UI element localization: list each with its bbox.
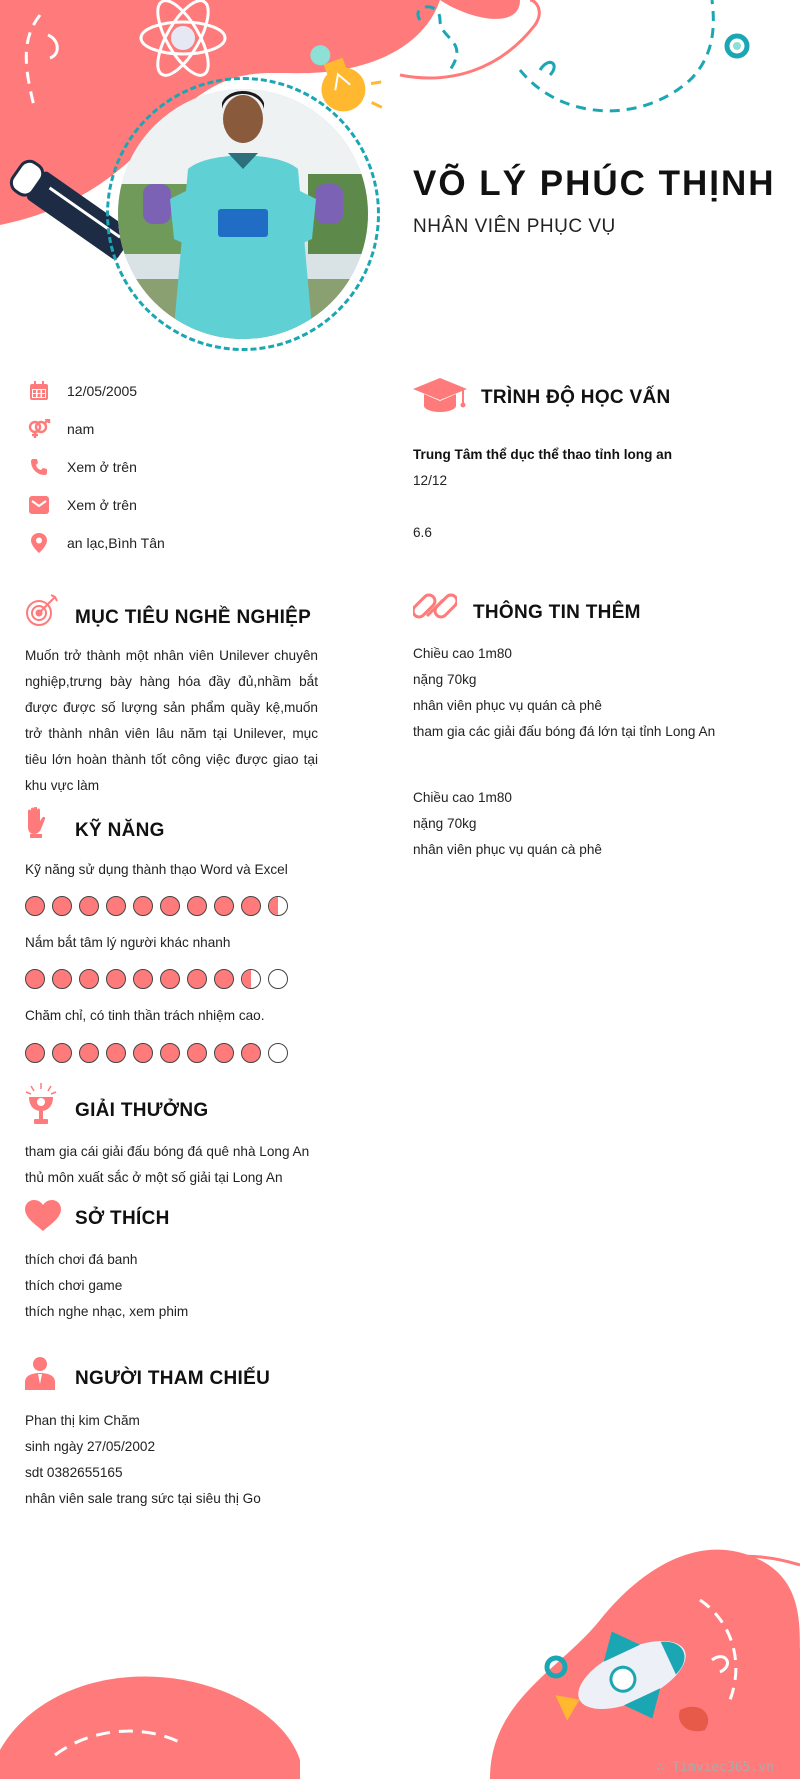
rating-dot [241, 969, 261, 989]
awards-title: GIẢI THƯỞNG [75, 1100, 209, 1121]
rating-dot [187, 1043, 207, 1063]
profile-photo [118, 89, 368, 339]
education-score: 6.6 [413, 525, 432, 540]
calendar-icon [27, 379, 51, 403]
rating-dot [133, 969, 153, 989]
rating-dot [25, 1043, 45, 1063]
watermark: ∴ Timviec365.vn [656, 1760, 774, 1775]
rating-dot [214, 1043, 234, 1063]
objective-title: MỤC TIÊU NGHỀ NGHIỆP [75, 607, 312, 628]
rating-dot [133, 1043, 153, 1063]
rating-dot [160, 896, 180, 916]
contact-address-text: an lạc,Bình Tân [67, 535, 165, 551]
contact-address [27, 531, 165, 555]
target-icon [25, 593, 59, 632]
rating-dot [106, 969, 126, 989]
references-list [25, 1408, 261, 1512]
additional-line: nặng 70kg [413, 672, 477, 687]
education-grade: 12/12 [413, 473, 448, 488]
email-icon [27, 493, 51, 517]
hobbies-list [25, 1247, 188, 1325]
additional-line: nặng 70kg [413, 816, 477, 831]
rating-dot [106, 1043, 126, 1063]
hobbies-title: SỞ THÍCH [75, 1208, 170, 1229]
rating-dot [52, 896, 72, 916]
reference-line: nhân viên sale trang sức tại siêu thị Go [25, 1491, 261, 1506]
rating-dot [241, 896, 261, 916]
person-icon [25, 1356, 55, 1395]
rating-dot [187, 969, 207, 989]
rating-dot [106, 896, 126, 916]
rating-dot [79, 896, 99, 916]
skill-name: Kỹ năng sử dụng thành thạo Word và Excel [25, 862, 288, 877]
skill-rating [25, 896, 288, 916]
additional-line [413, 745, 715, 785]
hand-icon [25, 807, 49, 844]
skills-title: KỸ NĂNG [75, 820, 165, 841]
contact-email [27, 493, 137, 517]
additional-title: THÔNG TIN THÊM [473, 602, 641, 623]
hobby-line: thích chơi đá banh [25, 1252, 138, 1267]
rating-dot [187, 896, 207, 916]
additional-line: Chiều cao 1m80 [413, 646, 512, 661]
award-line: thủ môn xuất sắc ở một số giải tại Long An [25, 1170, 283, 1185]
rating-dot [25, 969, 45, 989]
contact-birthdate-text: 12/05/2005 [67, 383, 138, 399]
rating-dot [79, 1043, 99, 1063]
rating-dot [214, 969, 234, 989]
rating-dot [160, 1043, 180, 1063]
candidate-name: VÕ LÝ PHÚC THỊNH [413, 164, 776, 203]
reference-line: sinh ngày 27/05/2002 [25, 1439, 156, 1454]
skill-rating [25, 1043, 288, 1063]
job-title: NHÂN VIÊN PHỤC VỤ [413, 216, 616, 237]
rating-dot [241, 1043, 261, 1063]
contact-email-text: Xem ở trên [67, 497, 137, 513]
heart-icon [25, 1200, 61, 1237]
location-icon [27, 531, 51, 555]
contact-gender [27, 417, 94, 441]
education-title: TRÌNH ĐỘ HỌC VẤN [481, 387, 671, 408]
hobby-line: thích chơi game [25, 1278, 123, 1293]
additional-line: nhân viên phục vụ quán cà phê [413, 842, 602, 857]
additional-line: Chiều cao 1m80 [413, 790, 512, 805]
additional-line: tham gia các giải đấu bóng đá lớn tại tỉnh Long An [413, 724, 716, 739]
gender-icon [27, 417, 51, 441]
link-icon [413, 586, 457, 635]
skill-rating [25, 969, 288, 989]
skill-name: Nắm bắt tâm lý người khác nhanh [25, 935, 231, 950]
rating-dot [268, 896, 288, 916]
graduation-cap-icon [413, 378, 467, 417]
additional-line: nhân viên phục vụ quán cà phê [413, 698, 602, 713]
rating-dot [268, 1043, 288, 1063]
rating-dot [214, 896, 234, 916]
additional-list [413, 641, 715, 863]
reference-line: sdt 0382655165 [25, 1465, 123, 1480]
award-line: tham gia cái giải đấu bóng đá quê nhà Long An [25, 1144, 310, 1159]
rating-dot [160, 969, 180, 989]
reference-line: Phan thị kim Chăm [25, 1413, 140, 1428]
references-title: NGƯỜI THAM CHIẾU [75, 1368, 271, 1389]
contact-birthdate [27, 379, 137, 403]
objective-text: Muốn trở thành một nhân viên Unilever chuyên nghiệp,trưng bày hàng hóa đầy đủ,nhầm bắt được được số lượng sản phẩm quầy kệ,muốn trở thành nhân viên lâu năm tại Unilever, mục tiêu lớn hoàn thành tốt công việc được giao tại khu vực làm [25, 648, 318, 793]
contact-phone [27, 455, 137, 479]
hobby-line: thích nghe nhạc, xem phim [25, 1304, 189, 1319]
rating-dot [52, 1043, 72, 1063]
awards-list [25, 1139, 309, 1191]
contact-phone-text: Xem ở trên [67, 459, 137, 475]
rating-dot [25, 896, 45, 916]
rating-dot [268, 969, 288, 989]
education-school: Trung Tâm thể dục thể thao tỉnh long an [413, 447, 673, 462]
trophy-icon [25, 1083, 57, 1132]
contact-gender-text: nam [67, 421, 95, 437]
phone-icon [27, 455, 51, 479]
skill-name: Chăm chỉ, có tinh thần trách nhiệm cao. [25, 1008, 265, 1023]
rating-dot [79, 969, 99, 989]
rating-dot [52, 969, 72, 989]
rating-dot [133, 896, 153, 916]
